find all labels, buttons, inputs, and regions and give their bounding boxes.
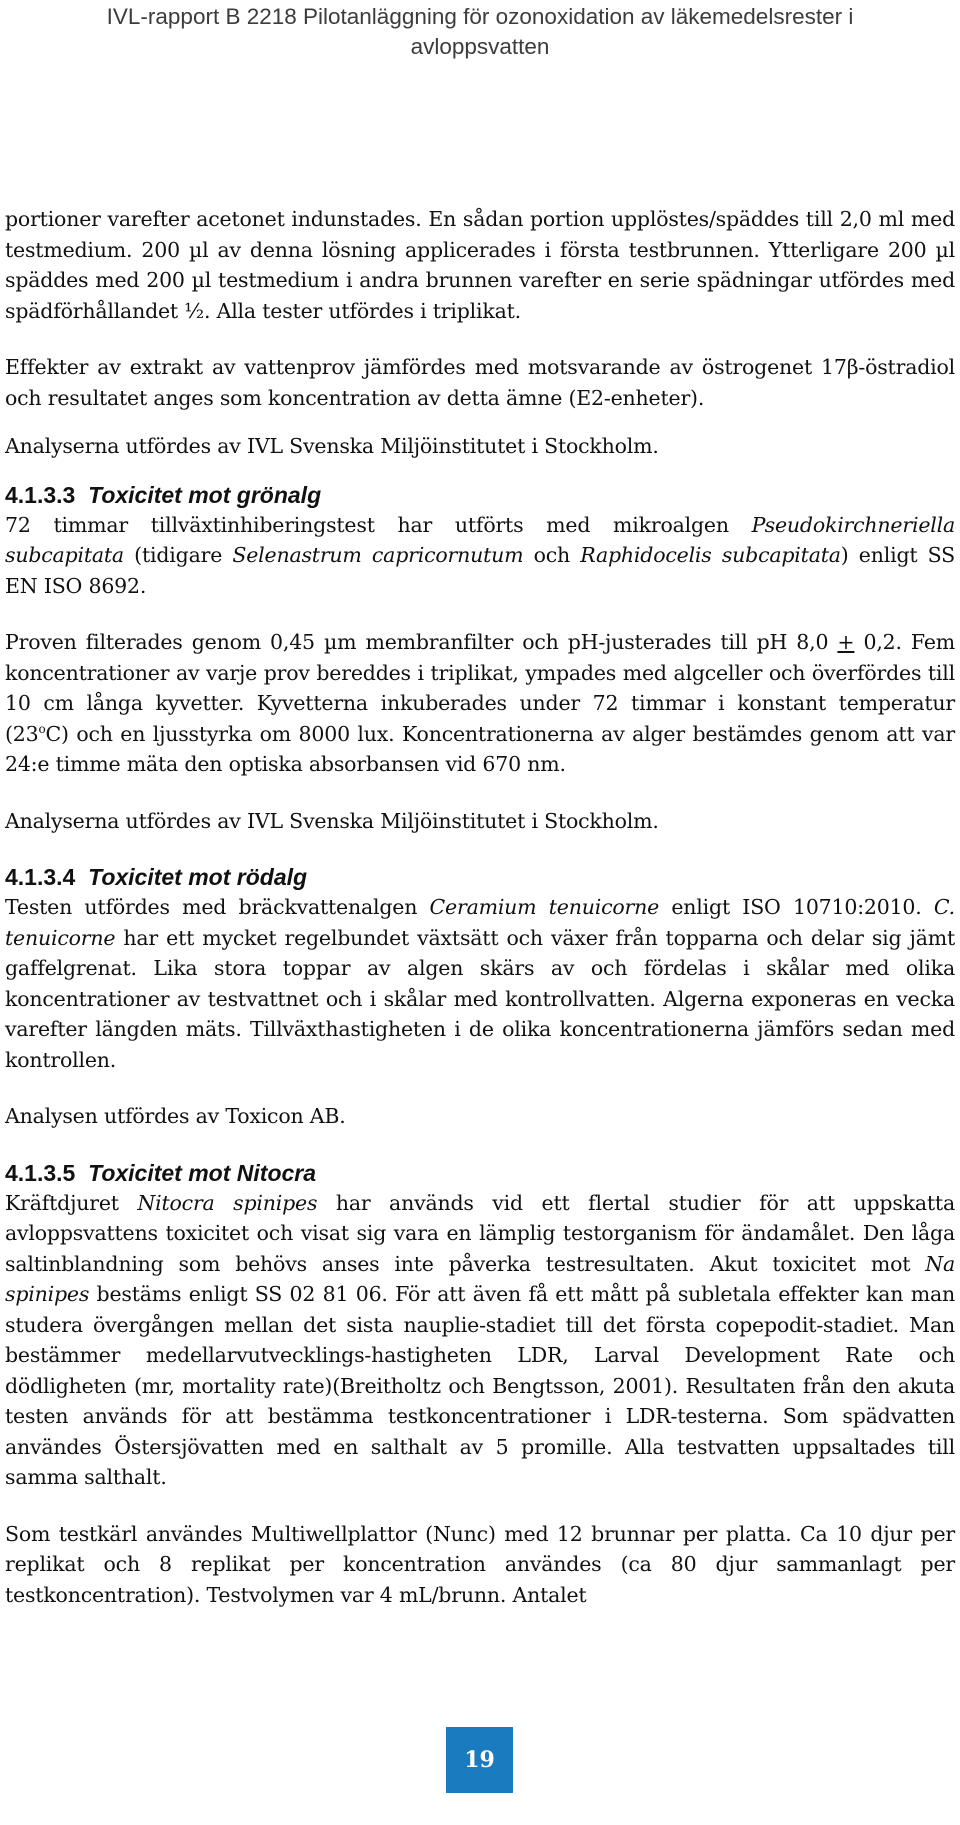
paragraph-green-algae-procedure: Proven filterades genom 0,45 µm membranfilter och pH-justerades till pH 8,0 + 0,2. Fem koncentrationer av varje prov bereddes i triplikat, ympades med algceller och överfördes till 10 cm långa kyvetter. Kyvetterna inkuberades under 72 timmar i konstant temperatur (23$^o$C) och en ljusstyrka om 8000 lux. Koncentrationerna av alger bestämdes genom att var 24:e timme mäta den optiska absorbansen vid 670 nm.: [5, 630, 956, 776]
paragraph-red-algae-method: Testen utfördes med bräckvattenalgen Ceramium tenuicorne enligt ISO 10710:2010. C. tenuicorne har ett mycket regelbundet växtsätt och växer från topparna och delar sig jämt gaffelgrenat. Lika stora toppar av algen skärs av och fördelas i skålar med olika koncentrationer av testvattnet och i skålar med kontrollvatten. Algerna exponeras en vecka varefter längden mäts. Tillväxthastigheten i de olika koncentrationerna jämförs sedan med kontrollen.: [5, 895, 955, 1072]
paragraph-performed-by: Analyserna utfördes av IVL Svenska Miljöinstitutet i Stockholm.: [5, 434, 659, 458]
page-header: [0, 2, 960, 62]
section-title: Toxicitet mot grönalg: [88, 481, 322, 508]
section-title: Toxicitet mot Nitocra: [88, 1159, 317, 1186]
page-body: [5, 204, 955, 1610]
paragraph-dilution: portioner varefter acetonet indunstades. En sådan portion upplöstes/späddes till 2,0 ml med testmedium. 200 µl av denna lösning applicerades i första testbrunnen. Ytterligare 200 µl späddes med 200 µl testmedium i andra brunnen varefter en serie spädningar utfördes med spädförhållandet ½. Alla tester utfördes i triplikat.: [5, 207, 955, 323]
section-number: 4.1.3.4: [5, 864, 76, 890]
paragraph-test-vessels: Som testkärl användes Multiwellplattor (Nunc) med 12 brunnar per platta. Ca 10 djur per replikat och 8 replikat per koncentration användes (ca 80 djur sammanlagt per testkoncentration). Testvolymen var 4 mL/brunn. Antalet: [5, 1521, 955, 1607]
section-heading-4135: [5, 1158, 955, 1188]
paragraph-performed-by-2: Analyserna utfördes av IVL Svenska Miljöinstitutet i Stockholm.: [5, 808, 659, 833]
page-number-badge: 19: [446, 1727, 513, 1793]
paragraph-estrogen: Effekter av extrakt av vattenprov jämfördes med motsvarande av östrogenet 17β-östradiol och resultatet anges som koncentration av detta ämne (E2-enheter).: [5, 355, 955, 410]
header-line-1: IVL-rapport B 2218 Pilotanläggning för ozonoxidation av läkemedelsrester i: [106, 4, 854, 29]
section-heading-4133: [5, 480, 955, 510]
section-heading-4134: [5, 862, 955, 892]
paragraph-nitocra-method: Kräftdjuret Nitocra spinipes har används vid ett flertal studier för att uppskatta avloppsvattens toxicitet och visat sig vara en lämplig testorganism för ändamålet. Den låga saltinblandning som behövs anses inte påverka testresultaten. Akut toxicitet mot Na spinipes bestäms enligt SS 02 81 06. För att även få ett mått på subletala effekter kan man studera övergången mellan det sista nauplie-stadiet till det första copepodit-stadiet. Man bestämmer medellarvutvecklings-hastigheten LDR, Larval Development Rate och dödligheten (mr, mortality rate)(Breitholtz och Bengtsson, 2001). Resultaten från den akuta testen används för att bestämma testkoncentrationer i LDR-testerna. Som spädvatten användes Östersjövatten med en salthalt av 5 promille. Alla testvatten uppsaltades till samma salthalt.: [5, 1190, 955, 1489]
paragraph-green-algae-method: 72 timmar tillväxtinhiberingstest har utförts med mikroalgen Pseudokirchneriella subcapitata (tidigare Selenastrum capricornutum och Raphidocelis subcapitata) enligt SS EN ISO 8692.: [5, 512, 955, 598]
section-number: 4.1.3.5: [5, 1159, 76, 1186]
paragraph-performed-by-3: Analysen utfördes av Toxicon AB.: [5, 1104, 346, 1128]
section-title: Toxicitet mot rödalg: [88, 864, 308, 890]
header-line-2: avloppsvatten: [410, 34, 550, 59]
section-number: 4.1.3.3: [5, 481, 76, 508]
